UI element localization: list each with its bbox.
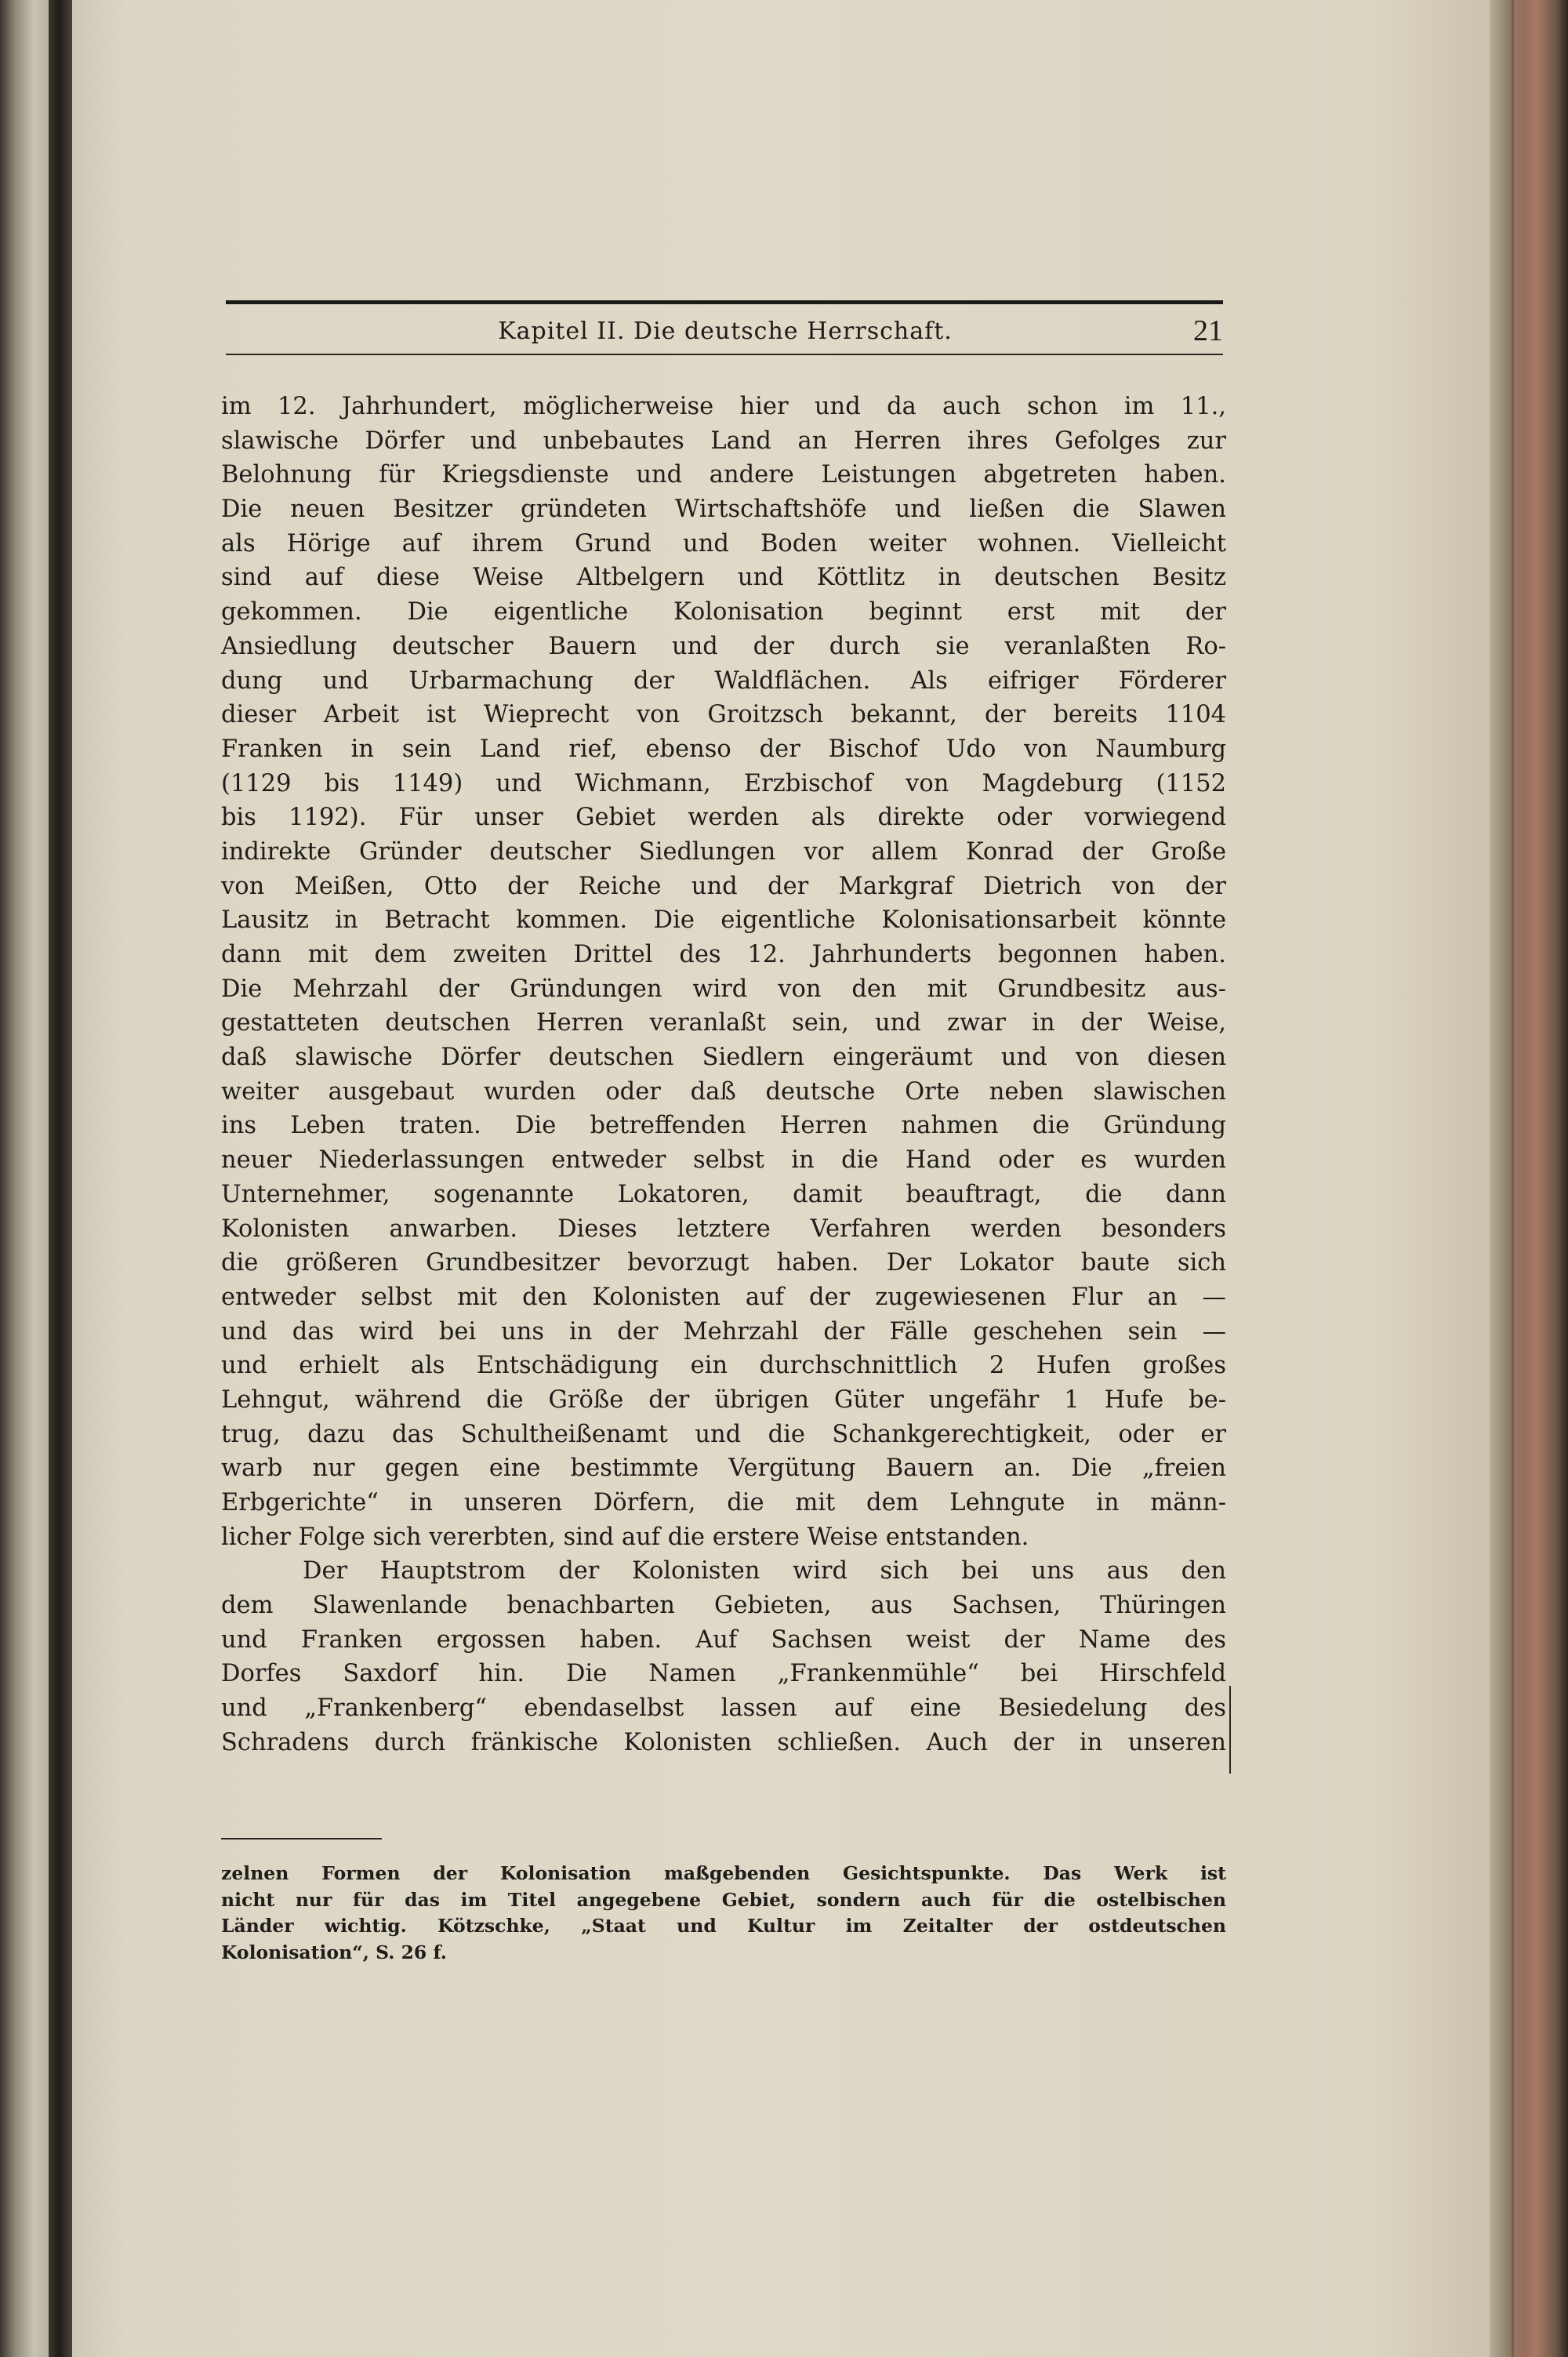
- body-line: von Meißen, Otto der Reiche und der Markgraf Dietrich von der: [221, 872, 1226, 900]
- body-line: dieser Arbeit ist Wieprecht von Groitzsch bekannt, der bereits 1104: [221, 701, 1226, 729]
- header-rule-top: [226, 300, 1223, 304]
- body-line: Die neuen Besitzer gründeten Wirtschaftshöfe und ließen die Slawen: [221, 496, 1226, 524]
- body-line: und „Frankenberg“ ebendaselbst lassen auf eine Besiedelung des: [221, 1694, 1226, 1723]
- running-header-title: Kapitel II. Die deutsche Herrschaft.: [498, 317, 953, 345]
- body-line: Dorfes Saxdorf hin. Die Namen „Frankenmühle“ bei Hirschfeld: [221, 1660, 1226, 1688]
- body-line: Belohnung für Kriegsdienste und andere Leistungen abgetreten haben.: [221, 461, 1226, 489]
- body-line: Erbgerichte“ in unseren Dörfern, die mit dem Lehngute in männ-: [221, 1489, 1226, 1516]
- body-line: warb nur gegen eine bestimmte Vergütung Bauern an. Die „freien: [221, 1455, 1226, 1483]
- header-rule-bottom: [226, 354, 1223, 355]
- body-line: weiter ausgebaut wurden oder daß deutsche Orte neben slawischen: [221, 1077, 1226, 1106]
- body-line: gestatteten deutschen Herren veranlaßt sein, und zwar in der Weise,: [221, 1009, 1226, 1037]
- body-line: und erhielt als Entschädigung ein durchschnittlich 2 Hufen großes: [221, 1352, 1226, 1380]
- book-gutter: [49, 0, 72, 2357]
- body-line: sind auf diese Weise Altbelgern und Köttlitz in deutschen Besitz: [221, 564, 1226, 592]
- body-line: daß slawische Dörfer deutschen Siedlern eingeräumt und von diesen: [221, 1044, 1226, 1072]
- body-line: Lausitz in Betracht kommen. Die eigentliche Kolonisationsarbeit könnte: [221, 906, 1226, 935]
- footnote-line: zelnen Formen der Kolonisation maßgebenden Gesichtspunkte. Das Werk ist: [221, 1862, 1226, 1884]
- footnote-line: Kolonisation“, S. 26 f.: [221, 1941, 447, 1963]
- body-line: entweder selbst mit den Kolonisten auf der zugewiesenen Flur an —: [221, 1283, 1226, 1311]
- body-line: Der Hauptstrom der Kolonisten wird sich bei uns aus den: [303, 1557, 1226, 1585]
- page-number: 21: [1193, 314, 1223, 347]
- body-line: ins Leben traten. Die betreffenden Herren nahmen die Gründung: [221, 1112, 1226, 1140]
- body-line: dann mit dem zweiten Drittel des 12. Jahrhunderts begonnen haben.: [221, 941, 1226, 968]
- body-line: dung und Urbarmachung der Waldflächen. Als eifriger Förderer: [221, 666, 1226, 695]
- body-line: (1129 bis 1149) und Wichmann, Erzbischof von Magdeburg (1152: [221, 769, 1226, 797]
- body-line: Die Mehrzahl der Gründungen wird von den mit Grundbesitz aus-: [221, 975, 1226, 1003]
- page-stack-edge: [1490, 0, 1568, 2357]
- margin-mark: [1229, 1686, 1231, 1774]
- body-line: Unternehmer, sogenannte Lokatoren, damit beauftragt, die dann: [221, 1180, 1226, 1208]
- footnote-line: nicht nur für das im Titel angegebene Gebiet, sondern auch für die ostelbischen: [221, 1888, 1226, 1911]
- body-line: Franken in sein Land rief, ebenso der Bischof Udo von Naumburg: [221, 735, 1226, 763]
- body-line: Lehngut, während die Größe der übrigen Güter ungefähr 1 Hufe be-: [221, 1386, 1226, 1414]
- body-line: licher Folge sich vererbten, sind auf die erstere Weise entstanden.: [221, 1523, 1029, 1551]
- body-line: und Franken ergossen haben. Auf Sachsen weist der Name des: [221, 1625, 1226, 1654]
- footnote: [221, 1861, 1226, 1966]
- body-line: Kolonisten anwarben. Dieses letztere Verfahren werden besonders: [221, 1215, 1226, 1243]
- body-line: im 12. Jahrhundert, möglicherweise hier und da auch schon im 11.,: [221, 393, 1226, 420]
- left-page-edge: [0, 0, 49, 2357]
- footnote-rule: [221, 1838, 382, 1839]
- body-line: und das wird bei uns in der Mehrzahl der Fälle geschehen sein —: [221, 1317, 1226, 1346]
- running-header: [226, 307, 1223, 354]
- body-line: Schradens durch fränkische Kolonisten schließen. Auch der in unseren: [221, 1728, 1226, 1756]
- body-line: neuer Niederlassungen entweder selbst in die Hand oder es wurden: [221, 1146, 1226, 1175]
- body-line: Ansiedlung deutscher Bauern und der durch sie veranlaßten Ro-: [221, 632, 1226, 660]
- body-text: [221, 390, 1226, 1760]
- footnote-line: Länder wichtig. Kötzschke, „Staat und Kultur im Zeitalter der ostdeutschen: [221, 1915, 1226, 1937]
- body-line: indirekte Gründer deutscher Siedlungen vor allem Konrad der Große: [221, 837, 1226, 866]
- body-line: gekommen. Die eigentliche Kolonisation beginnt erst mit der: [221, 598, 1226, 626]
- body-line: als Hörige auf ihrem Grund und Boden weiter wohnen. Vielleicht: [221, 529, 1226, 557]
- body-line: bis 1192). Für unser Gebiet werden als direkte oder vorwiegend: [221, 804, 1226, 832]
- body-line: slawische Dörfer und unbebautes Land an Herren ihres Gefolges zur: [221, 427, 1226, 455]
- body-line: die größeren Grundbesitzer bevorzugt haben. Der Lokator baute sich: [221, 1249, 1226, 1277]
- body-line: dem Slawenlande benachbarten Gebieten, aus Sachsen, Thüringen: [221, 1592, 1226, 1620]
- body-line: trug, dazu das Schultheißenamt und die Schankgerechtigkeit, oder er: [221, 1420, 1226, 1448]
